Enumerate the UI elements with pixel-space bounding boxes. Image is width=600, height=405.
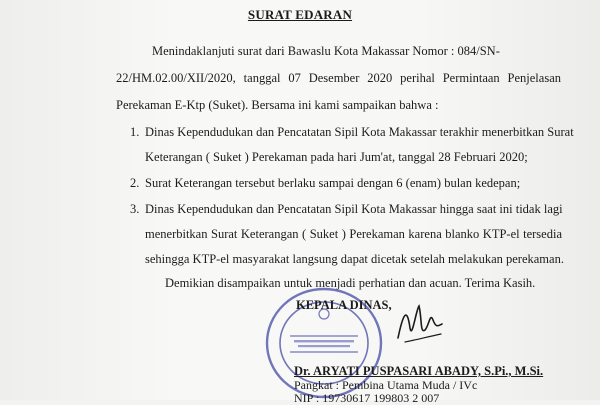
- item-2-number: 2.: [130, 176, 140, 190]
- item-3-number: 3.: [130, 202, 140, 216]
- item-3-line-3: sehingga KTP-el masyarakat langsung dapat dicetak setelah melakukan perekaman.: [145, 252, 564, 266]
- intro-line-1: Menindaklanjuti surat dari Bawaslu Kota Makassar Nomor : 084/SN-: [152, 44, 500, 58]
- item-3-line-1: Dinas Kependudukan dan Pencatatan Sipil Kota Makassar hingga saat ini tidak lagi: [145, 202, 563, 216]
- signatory-position: KEPALA DINAS,: [296, 298, 392, 312]
- letter-title: SURAT EDARAN: [247, 7, 353, 22]
- intro-line-3: Perekaman E-Ktp (Suket). Bersama ini kami sampaikan bahwa :: [116, 98, 439, 112]
- handwritten-signature-icon: [395, 296, 445, 346]
- item-2-line-1: Surat Keterangan tersebut berlaku sampai dengan 6 (enam) bulan kedepan;: [145, 176, 521, 190]
- intro-line-2: 22/HM.02.00/XII/2020, tanggal 07 Desember 2020 perihal Permintaan Penjelasan: [116, 71, 561, 85]
- signatory-name: Dr. ARYATI PUSPASARI ABADY, S.Pi., M.Si.: [294, 364, 544, 378]
- item-3-line-2: menerbitkan Surat Keterangan ( Suket ) Perekaman karena blanko KTP-el tersedia: [145, 227, 562, 241]
- signatory-nip: NIP : 19730617 199803 2 007: [294, 391, 440, 405]
- item-1-line-2: Keterangan ( Suket ) Perekaman pada hari Jum'at, tanggal 28 Februari 2020;: [145, 150, 528, 164]
- closing-text: Demikian disampaikan untuk menjadi perhatian dan acuan. Terima Kasih.: [165, 276, 536, 290]
- item-1-line-1: Dinas Kependudukan dan Pencatatan Sipil Kota Makassar terakhir menerbitkan Surat: [145, 125, 574, 139]
- item-1-number: 1.: [130, 125, 140, 139]
- signatory-rank: Pangkat : Pembina Utama Muda / IVc: [294, 378, 478, 392]
